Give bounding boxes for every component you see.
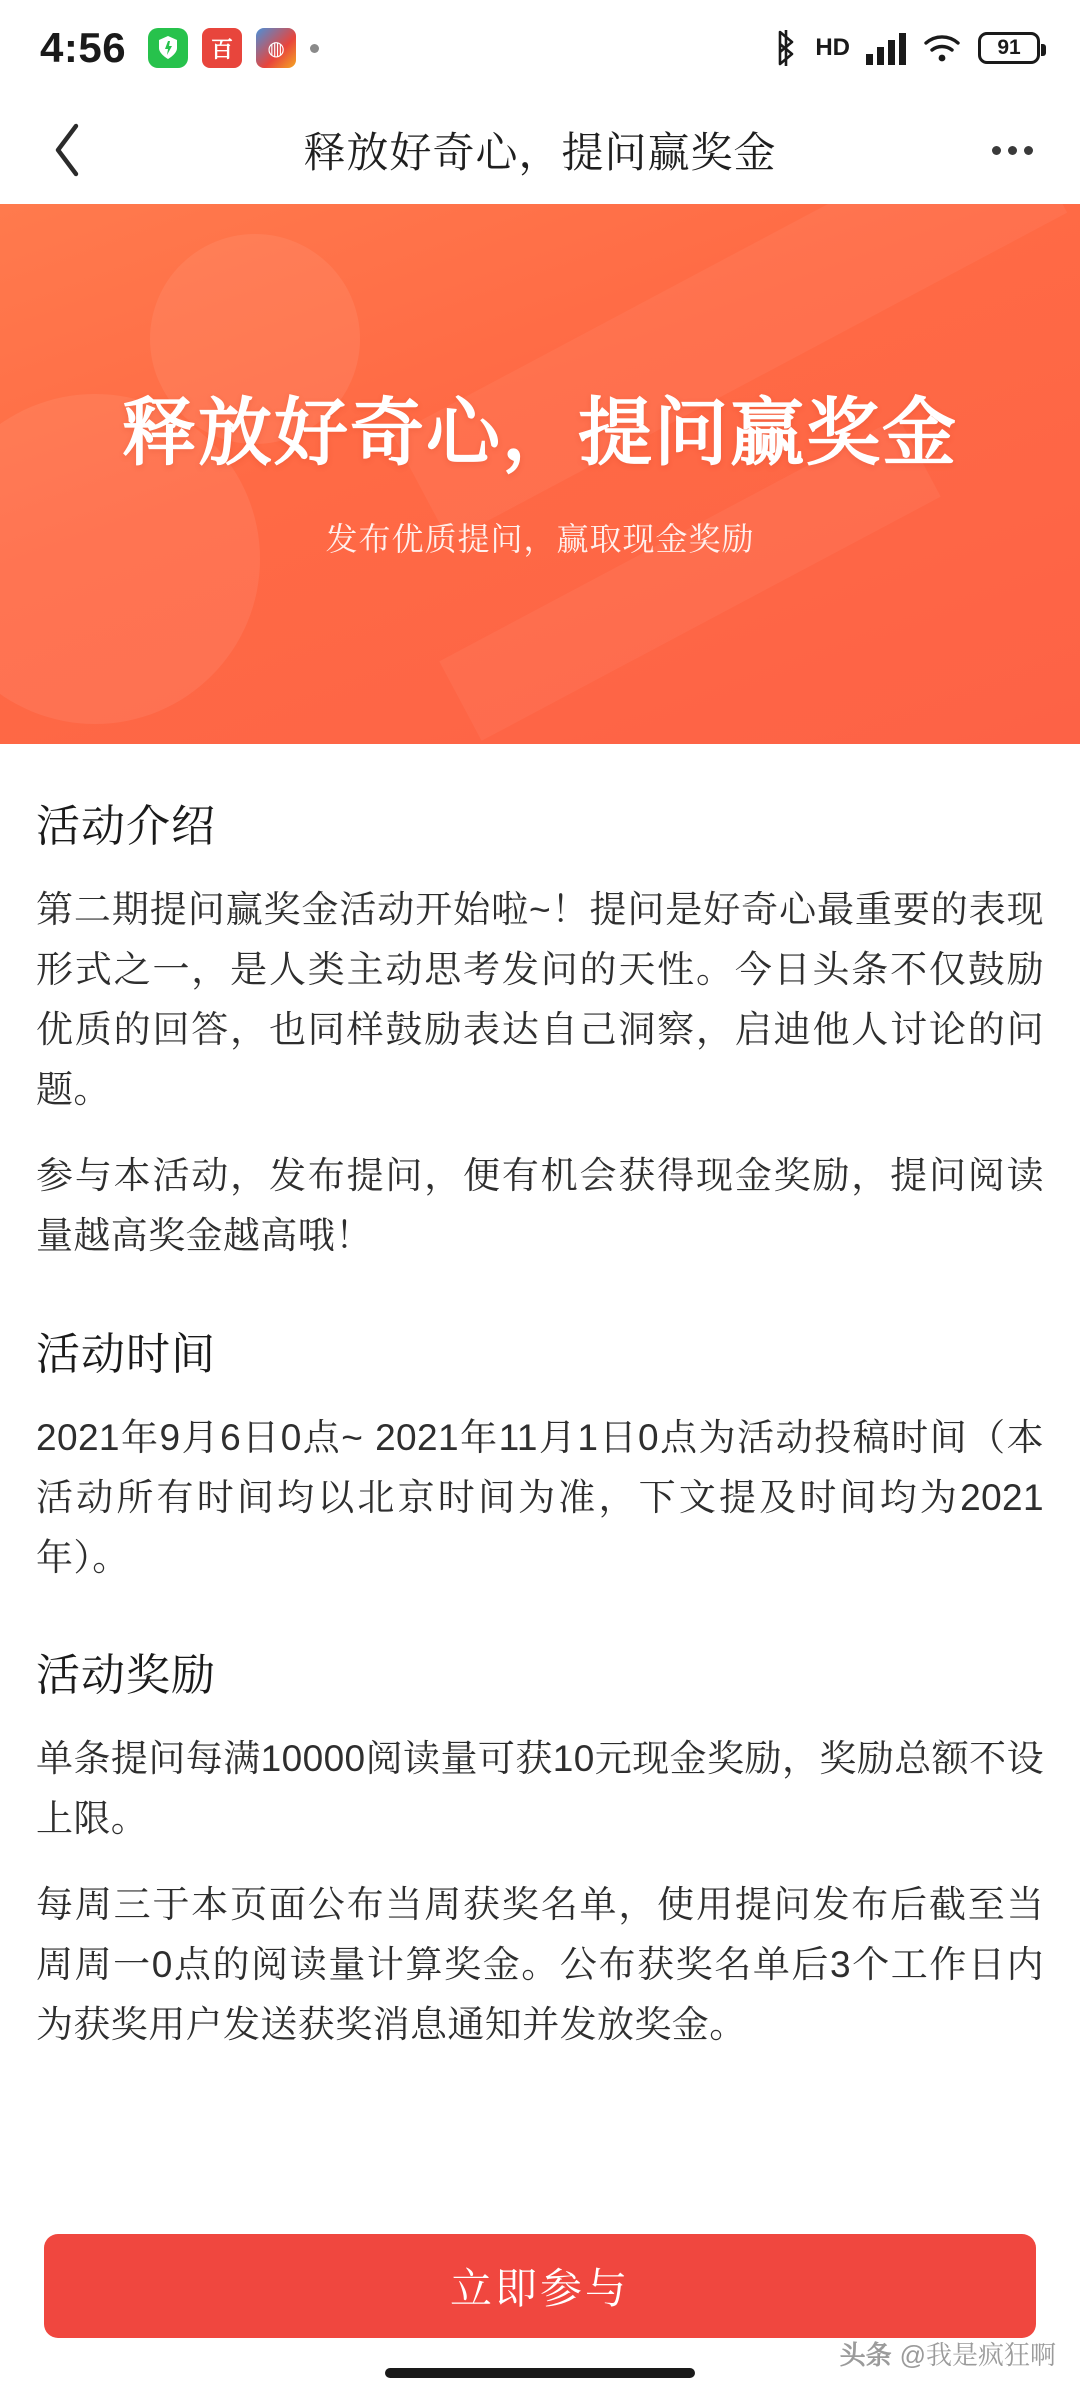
shield-green-icon xyxy=(148,28,188,68)
status-bar-system-icons xyxy=(773,29,1040,67)
status-time: 4:56 xyxy=(40,24,127,71)
watermark xyxy=(840,2335,1056,2372)
section-heading-intro: 活动介绍 xyxy=(36,802,216,851)
battery-level-label: 91 xyxy=(997,36,1021,59)
home-indicator[interactable] xyxy=(385,2368,695,2378)
battery-icon xyxy=(978,32,1040,64)
status-bar-notification-icons xyxy=(148,28,319,68)
decorative-streak xyxy=(393,204,1067,541)
banner-subtitle: 发布优质提问，赢取现金奖励 xyxy=(325,521,755,558)
wifi-icon xyxy=(922,33,962,63)
banner-title: 释放好奇心，提问赢奖金 xyxy=(122,390,958,474)
signal-icon xyxy=(866,31,906,65)
hero-banner xyxy=(0,204,1080,744)
bluetooth-icon xyxy=(773,29,799,67)
paragraph: 每周三于本页面公布当周获奖名单，使用提问发布后截至当周周一0点的阅读量计算奖金。公布获奖名单后3个工作日内为获奖用户发送获奖消息通知并发放奖金。 xyxy=(36,1884,1044,2046)
chevron-left-icon xyxy=(51,122,85,178)
section-heading-time: 活动时间 xyxy=(36,1329,216,1379)
paragraph: 单条提问每满10000阅读量可获10元现金奖励，奖励总额不设上限。 xyxy=(36,1738,1044,1840)
hd-icon: HD xyxy=(815,34,850,61)
colorful-app-icon: ◍ xyxy=(256,28,296,68)
bottom-action-bar xyxy=(0,2212,1080,2400)
more-options-button[interactable] xyxy=(980,118,1044,182)
paragraph: 2021年9月6日0点~ 2021年11月1日0点为活动投稿时间（本活动所有时间均以北京时间为准，下文提及时间均为2021年）。 xyxy=(36,1416,1044,1578)
navigation-bar xyxy=(0,96,1080,204)
more-horizontal-icon xyxy=(992,146,1001,155)
join-now-button[interactable]: 立即参与 xyxy=(44,2234,1036,2338)
watermark-text: @我是疯狂啊 xyxy=(899,2340,1056,2370)
paragraph: 第二期提问赢奖金活动开始啦~！提问是好奇心最重要的表现形式之一，是人类主动思考发问的天性。今日头条不仅鼓励优质的回答，也同样鼓励表达自己洞察，启迪他人讨论的问题。 xyxy=(36,889,1044,1110)
section-heading-reward: 活动奖励 xyxy=(36,1651,216,1701)
article-content[interactable] xyxy=(0,744,1080,2244)
status-bar xyxy=(0,0,1080,96)
toutiao-logo: 头条 xyxy=(839,2340,892,2370)
paragraph: 参与本活动，发布提问，便有机会获得现金奖励，提问阅读量越高奖金越高哦！ xyxy=(36,1154,1044,1256)
page-title: 释放好奇心，提问赢奖金 xyxy=(303,129,777,176)
back-button[interactable] xyxy=(36,118,100,182)
dot-icon xyxy=(310,44,319,53)
red-app-icon: 百 xyxy=(202,28,242,68)
